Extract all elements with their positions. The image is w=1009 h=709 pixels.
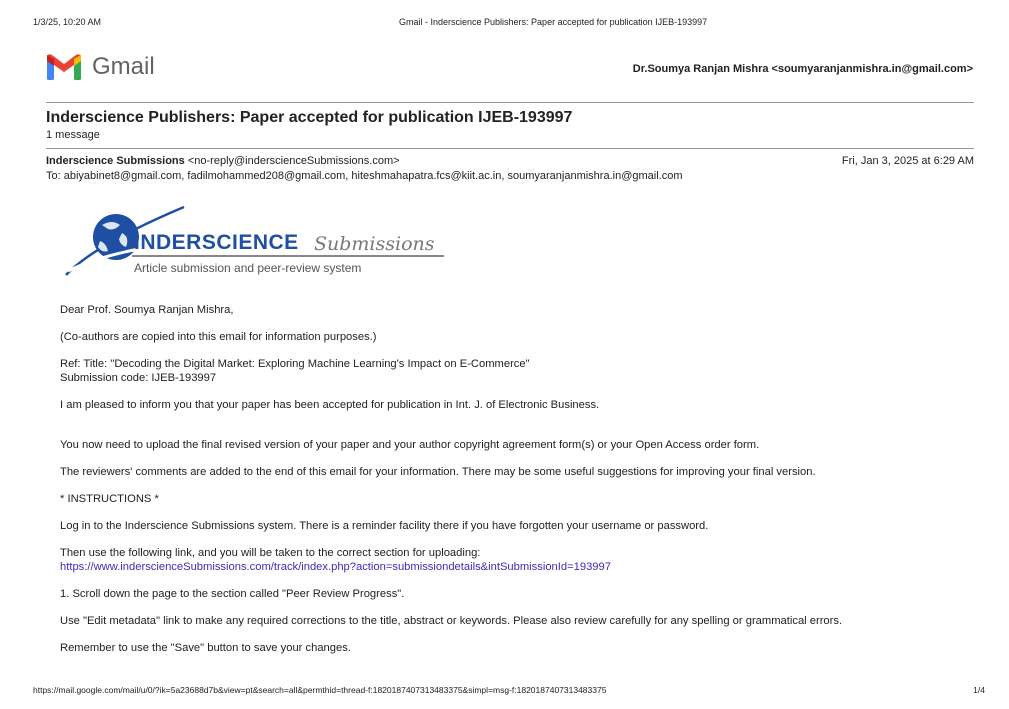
gmail-logo-text: Gmail bbox=[92, 53, 155, 80]
banner-tagline: Article submission and peer-review system bbox=[134, 261, 362, 275]
coauthors-note: (Co-authors are copied into this email for information purposes.) bbox=[60, 331, 377, 343]
gmail-logo-icon bbox=[46, 53, 82, 81]
submission-link[interactable]: https://www.inderscienceSubmissions.com/track/index.php?action=submissiondetails&intSubmissionId=193997 bbox=[60, 561, 611, 573]
inderscience-banner bbox=[64, 205, 449, 280]
login-text: Log in to the Inderscience Submissions system. There is a reminder facility there if you have forgotten your username or password. bbox=[60, 520, 709, 532]
banner-brand: INDERSCIENCE bbox=[134, 231, 299, 254]
thread-subject: Inderscience Publishers: Paper accepted for publication IJEB-193997 bbox=[46, 109, 573, 126]
link-intro: Then use the following link, and you will be taken to the correct section for uploading: bbox=[60, 547, 481, 559]
sender-email: <no-reply@inderscienceSubmissions.com> bbox=[187, 155, 400, 167]
banner-rule bbox=[132, 255, 444, 257]
reviewers-text: The reviewers' comments are added to the end of this email for your information. There may be some useful suggestions for improving your final version. bbox=[60, 466, 816, 478]
subject-divider bbox=[46, 148, 974, 149]
print-datetime: 1/3/25, 10:20 AM bbox=[33, 17, 102, 27]
header-divider bbox=[46, 102, 974, 103]
ref-code: Submission code: IJEB-193997 bbox=[60, 372, 217, 384]
sender-line bbox=[46, 155, 400, 167]
banner-sub: Submissions bbox=[314, 233, 435, 255]
instructions-heading: * INSTRUCTIONS * bbox=[60, 493, 159, 505]
print-doc-title: Gmail - Inderscience Publishers: Paper accepted for publication IJEB-193997 bbox=[399, 17, 708, 27]
message-count: 1 message bbox=[46, 129, 100, 141]
step1-text: 1. Scroll down the page to the section called "Peer Review Progress". bbox=[60, 588, 405, 600]
accepted-text: I am pleased to inform you that your paper has been accepted for publication in Int. J. of Electronic Business. bbox=[60, 399, 600, 411]
upload-text: You now need to upload the final revised version of your paper and your author copyright agreement form(s) or your Open Access order form. bbox=[60, 439, 760, 451]
greeting: Dear Prof. Soumya Ranjan Mishra, bbox=[60, 304, 234, 316]
save-text: Remember to use the "Save" button to save your changes. bbox=[60, 642, 351, 654]
message-date: Fri, Jan 3, 2025 at 6:29 AM bbox=[841, 155, 974, 167]
recipients: To: abiyabinet8@gmail.com, fadilmohammed208@gmail.com, hiteshmahapatra.fcs@kiit.ac.in, soumyaranjanmishra.in@gmail.com bbox=[46, 170, 683, 182]
account-label: Dr.Soumya Ranjan Mishra <soumyaranjanmishra.in@gmail.com> bbox=[632, 63, 973, 75]
ref-title: Ref: Title: "Decoding the Digital Market: Exploring Machine Learning's Impact on E-Commerce" bbox=[60, 358, 530, 370]
print-url: https://mail.google.com/mail/u/0/?ik=5a23688d7b&view=pt&search=all&permthid=thread-f:1820187407313483375&simpl=msg-f:1820187407313483375 bbox=[33, 685, 607, 695]
page-number: 1/4 bbox=[973, 685, 985, 695]
sender-name: Inderscience Submissions bbox=[46, 155, 185, 167]
metadata-text: Use "Edit metadata" link to make any required corrections to the title, abstract or keywords. Please also review carefully for any spelling or grammatical errors. bbox=[60, 615, 843, 627]
